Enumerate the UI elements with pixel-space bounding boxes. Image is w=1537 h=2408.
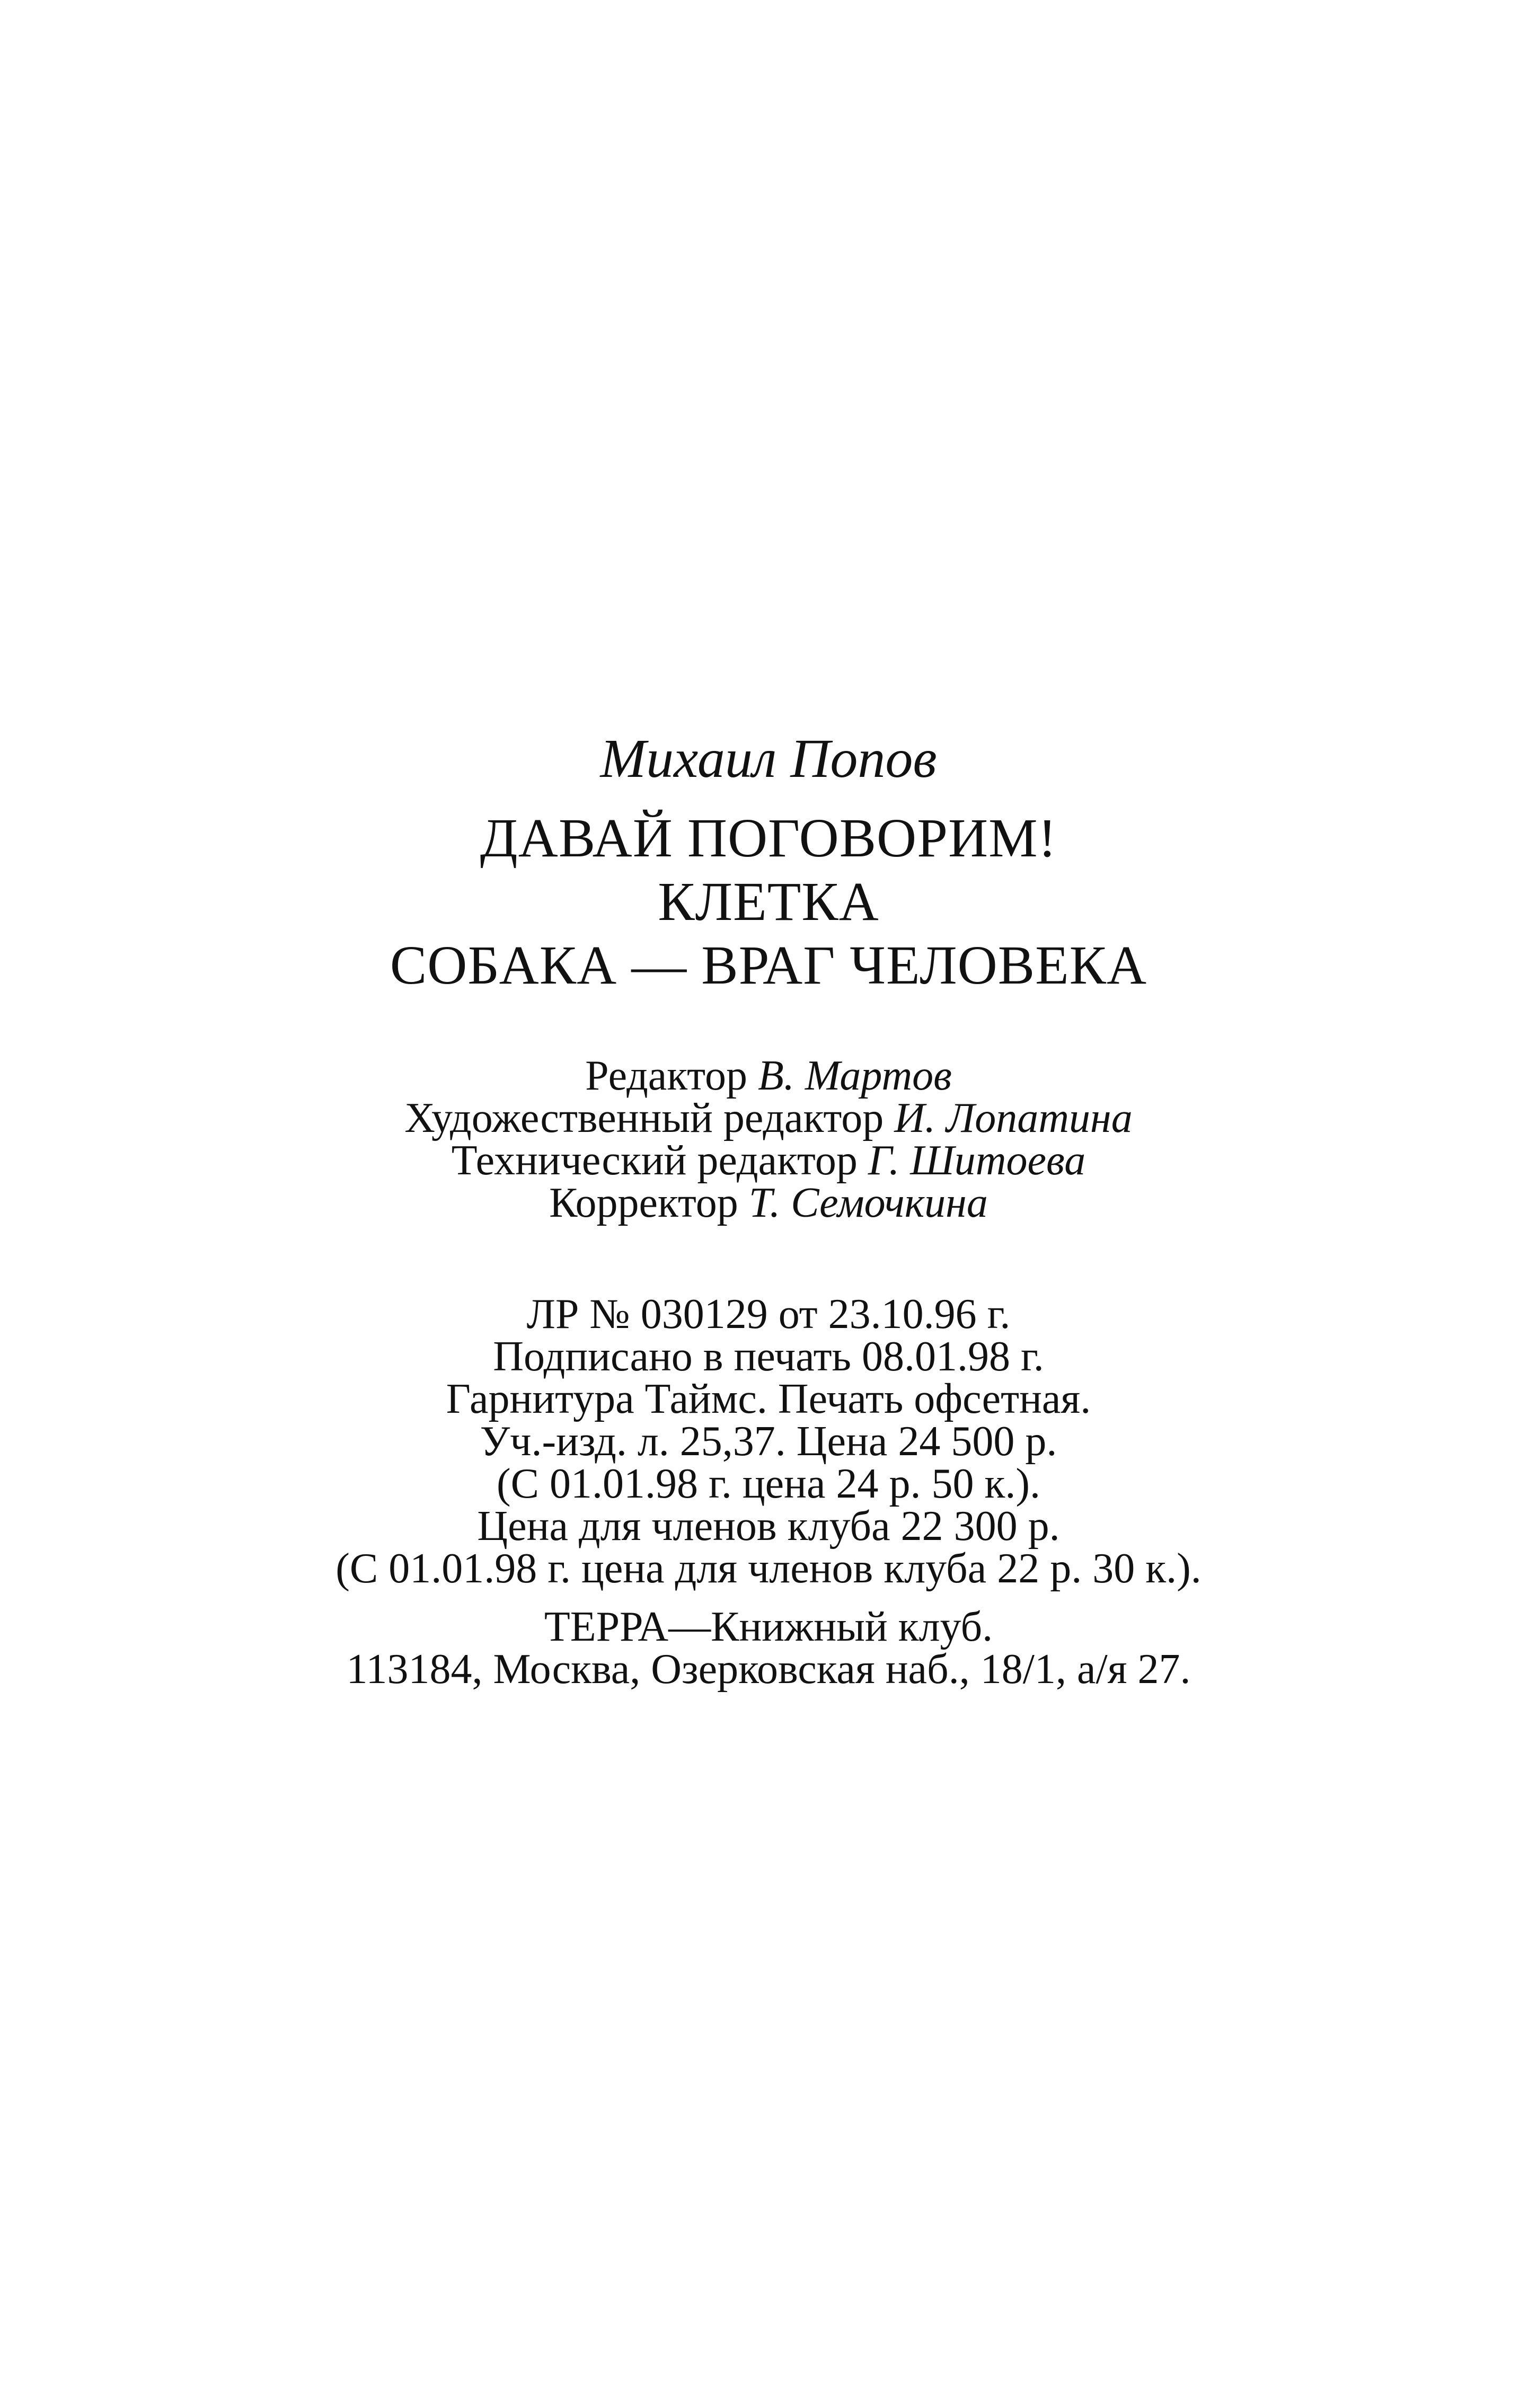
author-name: Михаил Попов	[600, 728, 937, 789]
credit-art-editor	[0, 1097, 1537, 1139]
imprint-price-new: (С 01.01.98 г. цена 24 р. 50 к.).	[497, 1460, 1040, 1507]
credit-tech-editor	[0, 1139, 1537, 1182]
credit-role: Редактор	[585, 1052, 747, 1099]
credit-editor	[0, 1052, 1537, 1099]
credit-proofreader	[0, 1182, 1537, 1224]
credit-person: И. Лопатина	[894, 1095, 1133, 1141]
imprint-price: Уч.-изд. л. 25,37. Цена 24 500 р.	[480, 1418, 1057, 1465]
book-title-3: СОБАКА — ВРАГ ЧЕЛОВЕКА	[390, 935, 1147, 996]
credit-person: В. Мартов	[758, 1052, 952, 1099]
imprint-license: ЛР № 030129 от 23.10.96 г.	[526, 1291, 1011, 1338]
credit-person: Т. Семочкина	[748, 1180, 988, 1226]
credit-role: Корректор	[549, 1180, 738, 1226]
credit-role: Технический редактор	[451, 1137, 858, 1184]
book-title-2: КЛЕТКА	[658, 871, 879, 932]
imprint-typeface: Гарнитура Таймс. Печать офсетная.	[446, 1376, 1091, 1422]
imprint-club-price: Цена для членов клуба 22 300 р.	[477, 1503, 1060, 1550]
imprint-club-price-new: (С 01.01.98 г. цена для членов клуба 22 р. 30 к.).	[335, 1545, 1202, 1592]
imprint-signed: Подписано в печать 08.01.98 г.	[493, 1333, 1044, 1380]
credit-role: Художественный редактор	[404, 1095, 884, 1141]
credit-person: Г. Шитоева	[868, 1137, 1086, 1184]
book-title-1: ДАВАЙ ПОГОВОРИМ!	[480, 808, 1057, 869]
publisher-address: 113184, Москва, Озерковская наб., 18/1, а/я 27.	[346, 1646, 1191, 1693]
publisher-name: ТЕРРА—Книжный клуб.	[544, 1604, 993, 1650]
